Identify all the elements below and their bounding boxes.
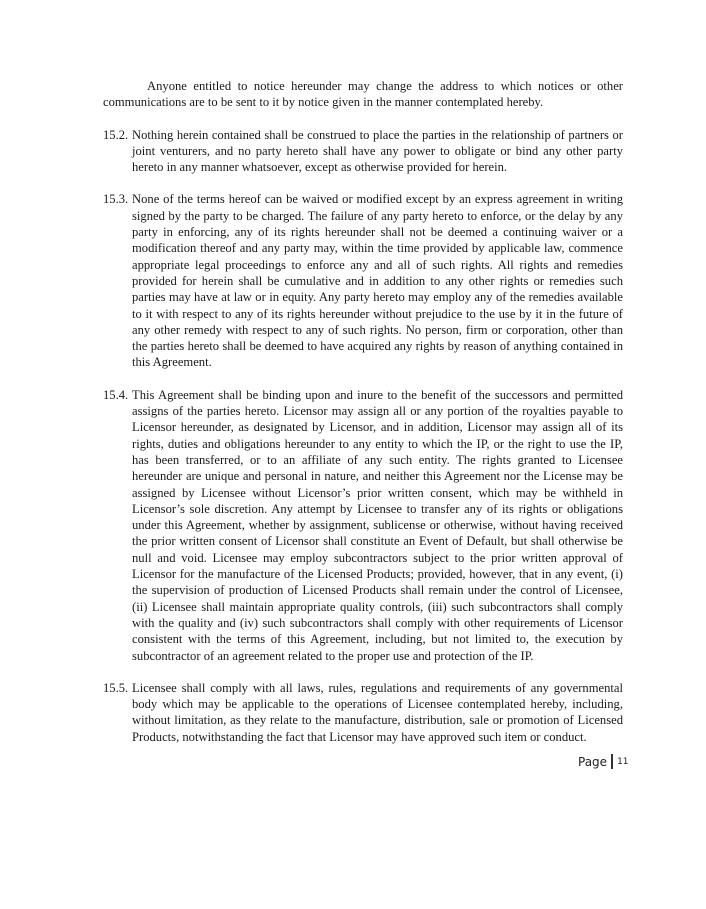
page-label: Page [578, 754, 608, 769]
clause-number: 15.5. [103, 680, 129, 695]
page-footer [578, 754, 629, 769]
page-separator [611, 754, 613, 769]
clause-15-3 [103, 191, 623, 370]
clause-15-2 [103, 127, 623, 176]
clause-text: None of the terms hereof can be waived or modified except by an express agreement in writing signed by the party to be charged. The failure of any party hereto to enforce, or the delay by any party in enforcing, any of its rights hereunder shall not be deemed a continuing waiver or a modification thereof and any party may, within the time provided by applicable law, commence appropriate legal proceedings to enforce any and all of such rights. All rights and remedies provided for herein shall be cumulative and in addition to any other rights or remedies such parties may have at law or in equity. Any party hereto may employ any of the remedies available to it with respect to any of its rights hereunder without prejudice to the use by it in the future of any other remedy with respect to any of such rights. No person, firm or corporation, other than the parties hereto shall be deemed to have acquired any rights by reason of anything contained in this Agreement. [132, 192, 623, 370]
clause-number: 15.2. [103, 127, 129, 142]
clause-text: Nothing herein contained shall be construed to place the parties in the relationship of partners or joint venturers, and no party hereto shall have any power to obligate or bind any other party hereto in any manner whatsoever, except as otherwise provided for herein. [132, 127, 623, 175]
clause-15-5 [103, 680, 623, 745]
intro-paragraph: Anyone entitled to notice hereunder may change the address to which notices or other communications are to be sent to it by notice given in the manner contemplated hereby. [103, 79, 623, 110]
page-number: 11 [617, 756, 629, 767]
clause-number: 15.4. [103, 387, 129, 402]
clause-text: Licensee shall comply with all laws, rules, regulations and requirements of any governmental body which may be applicable to the operations of Licensee contemplated hereby, including, without limitation, as they relate to the manufacture, distribution, sale or promotion of Licensed Products, notwithstanding the fact that Licensor may have approved such item or conduct. [132, 680, 623, 744]
document-body [103, 78, 623, 761]
clause-number: 15.3. [103, 192, 129, 207]
clause-15-4 [103, 387, 623, 664]
clause-text: This Agreement shall be binding upon and inure to the benefit of the successors and permitted assigns of the parties hereto. Licensor may assign all or any portion of the royalties payable to Licensor hereunder, as designated by Licensor, and in addition, Licensor may assign all of its rights, duties and obligations hereunder to any entity to which the IP, or the right to use the IP, has been transferred, or to an affiliate of any such entity. The rights granted to Licensee hereunder are unique and personal in nature, and neither this Agreement nor the License may be assigned by Licensee without Licensor’s prior written consent, which may be withheld in Licensor’s sole discretion. Any attempt by Licensee to transfer any of its rights or obligations under this Agreement, whether by assignment, sublicense or otherwise, without having received the prior written consent of Licensor shall constitute an Event of Default, but shall otherwise be null and void. Licensee may employ subcontractors subject to the prior written approval of Licensor for the manufacture of the Licensed Products; provided, however, that in any event, (i) the supervision of production of Licensed Products shall remain under the control of Licensee, (ii) Licensee shall maintain appropriate quality controls, (iii) such subcontractors shall comply with the quality and (iv) such subcontractors shall comply with other requirements of Licensor consistent with the terms of this Agreement, including, but not limited to, the execution by subcontractor of an agreement related to the proper use and protection of the IP. [132, 387, 623, 663]
